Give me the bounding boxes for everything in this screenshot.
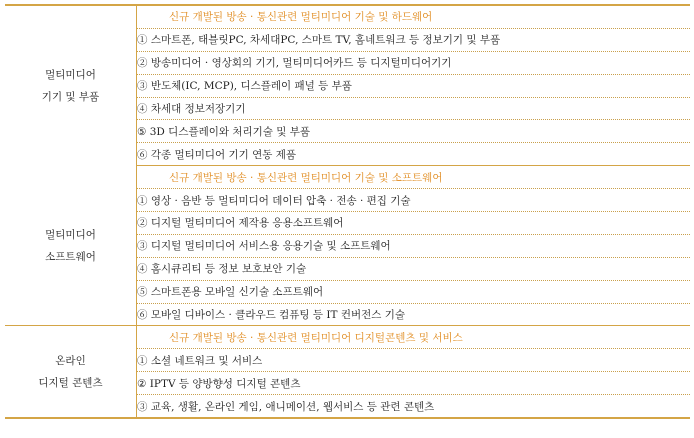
- section-3-label-line2: 디지털 콘텐츠: [38, 376, 103, 389]
- section-2-header: 신규 개발된 방송 · 통신관련 멀티미디어 기술 및 소프트웨어: [137, 166, 691, 189]
- section-1-item: ⑤ 3D 디스플레이와 처리기술 및 부품: [137, 120, 691, 143]
- section-3-header-row: [5, 326, 690, 349]
- section-2-label: [5, 166, 137, 326]
- category-table: [5, 4, 690, 419]
- section-2-item: ③ 디지털 멀티미디어 서비스용 응용기술 및 소프트웨어: [137, 234, 691, 257]
- section-2-item: ④ 홈시큐리티 등 정보 보호보안 기술: [137, 257, 691, 280]
- section-2-item: ② 디지털 멀티미디어 제작용 응용소프트웨어: [137, 212, 691, 235]
- section-1-item: ④ 차세대 정보저장기기: [137, 97, 691, 120]
- section-1-label-line1: 멀티미디어: [45, 68, 96, 81]
- section-2-header-row: [5, 166, 690, 189]
- section-1-item: ⑥ 각종 멀티미디어 기기 연동 제품: [137, 143, 691, 166]
- section-3-header: 신규 개발된 방송 · 통신관련 멀티미디어 디지털콘텐츠 및 서비스: [137, 326, 691, 349]
- section-2-item: ⑤ 스마트폰용 모바일 신기술 소프트웨어: [137, 280, 691, 303]
- section-2-item: ⑥ 모바일 디바이스 · 클라우드 컴퓨팅 등 IT 컨버전스 기술: [137, 303, 691, 326]
- section-1-header-row: [5, 5, 690, 28]
- section-3-item: ③ 교육, 생활, 온라인 게임, 애니메이션, 웹서비스 등 관련 콘텐츠: [137, 395, 691, 418]
- section-1-header: 신규 개발된 방송 · 통신관련 멀티미디어 기술 및 하드웨어: [137, 5, 691, 28]
- section-1-item: ② 방송미디어 · 영상회의 기기, 멀티미디어카드 등 디지털미디어기기: [137, 51, 691, 74]
- section-1-label: [5, 5, 137, 166]
- section-3-item: ② IPTV 등 양방향성 디지털 콘텐츠: [137, 372, 691, 395]
- section-2-label-line1: 멀티미디어: [45, 228, 96, 241]
- section-2-label-line2: 소프트웨어: [45, 250, 96, 263]
- section-3-label: [5, 326, 137, 418]
- section-3-item: ① 소셜 네트워크 및 서비스: [137, 349, 691, 372]
- section-1-item: ① 스마트폰, 태블릿PC, 차세대PC, 스마트 TV, 홈네트워크 등 정보기기 및 부품: [137, 28, 691, 51]
- section-1-label-line2: 기기 및 부품: [41, 90, 100, 103]
- section-2-item: ① 영상 · 음반 등 멀티미디어 데이터 압축 · 전송 · 편집 기술: [137, 189, 691, 212]
- section-3-label-line1: 온라인: [55, 354, 86, 367]
- section-1-item: ③ 반도체(IC, MCP), 디스플레이 패널 등 부품: [137, 74, 691, 97]
